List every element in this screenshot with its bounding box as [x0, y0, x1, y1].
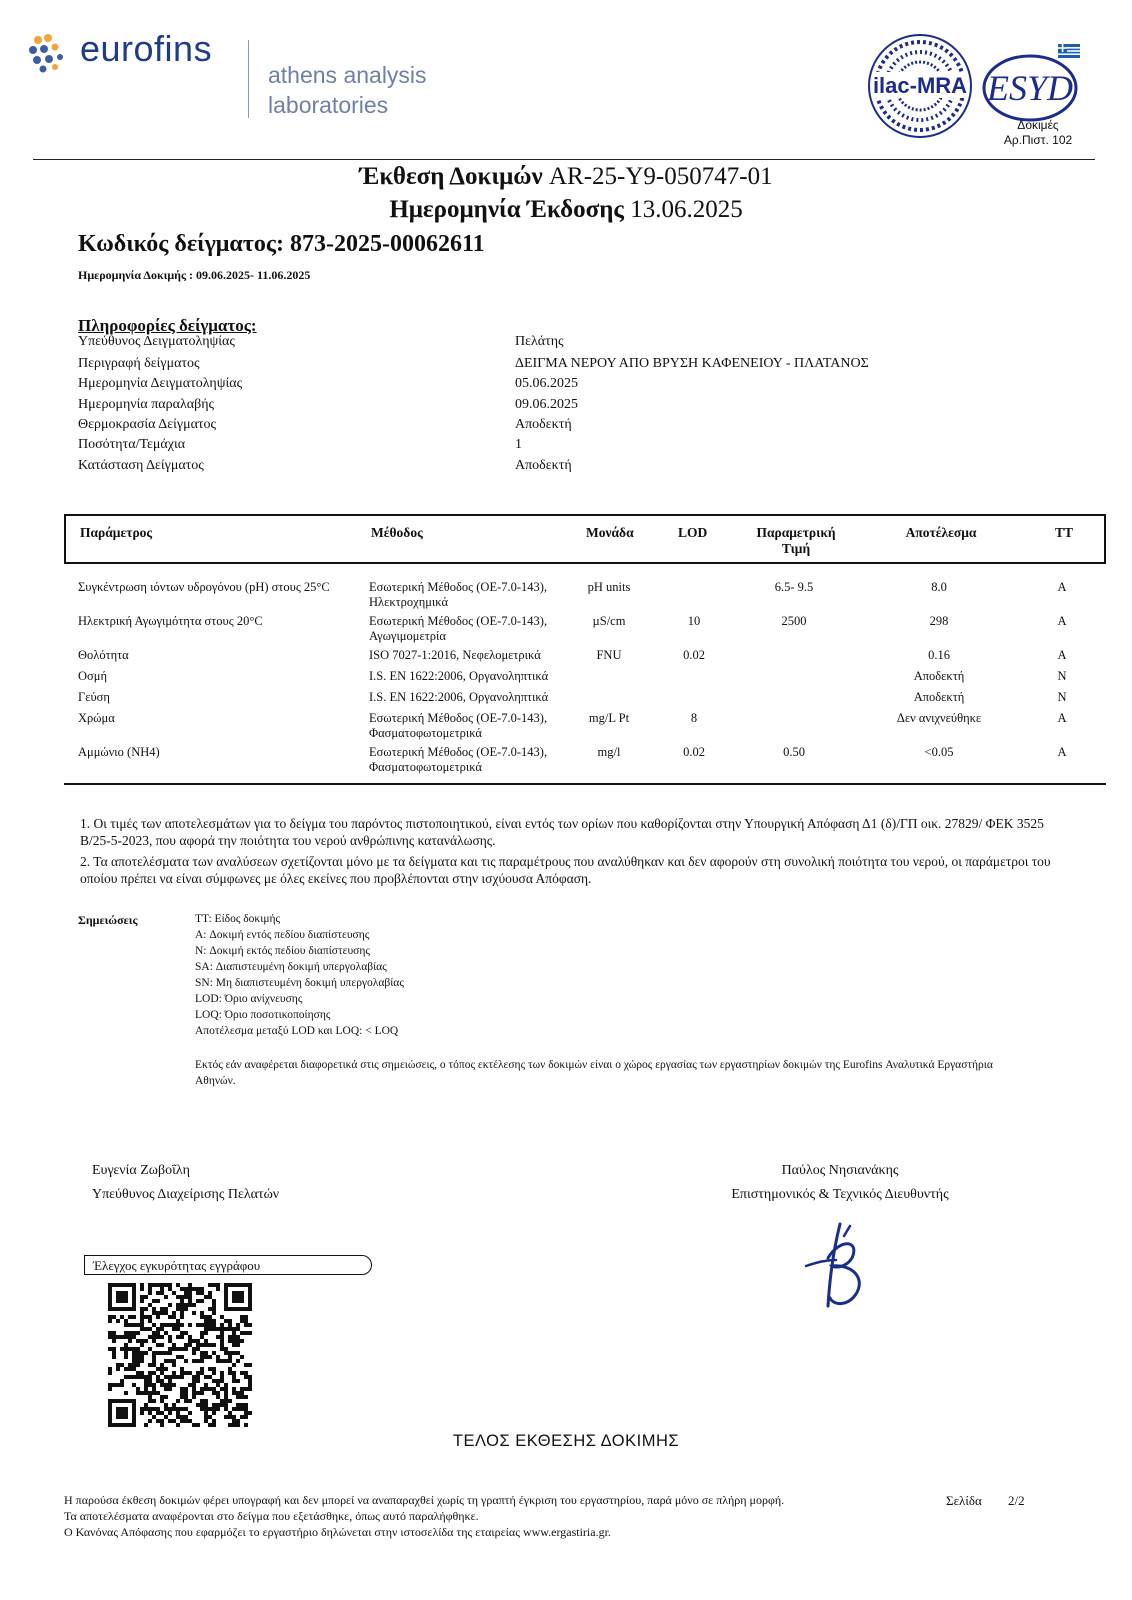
col-header-result: Αποτέλεσμα [905, 525, 977, 540]
col-header-unit: Μονάδα [586, 525, 634, 540]
svg-text:ilac-MRA: ilac-MRA [872, 73, 968, 98]
col-header-parametric-value-line2: Τιμή [781, 541, 811, 556]
issue-date-label: Ημερομηνία Έκδοσης [389, 196, 624, 223]
sample-info-label: Κατάσταση Δείγματος [78, 458, 204, 473]
eurofins-logo-text: eurofins [80, 28, 213, 69]
cell-method-line2: Φασματοφωτομετρικά [369, 726, 482, 740]
test-date: Ημερομηνία Δοκιμής : 09.06.2025- 11.06.2025 [78, 268, 311, 282]
cell-tt: A [1057, 648, 1067, 662]
note-line: A: Δοκιμή εντός πεδίου διαπίστευσης [195, 929, 370, 941]
cell-result: Δεν ανιχνεύθηκε [896, 711, 982, 725]
cell-lod: 0.02 [683, 648, 705, 662]
col-header-parametric-value-line1: Παραμετρική [756, 525, 836, 540]
sample-info-value: ΔΕΙΓΜΑ ΝΕΡΟΥ ΑΠΟ ΒΡΥΣΗ ΚΑΦΕΝΕΙΟΥ - ΠΛΑΤΑΝΟΣ [515, 356, 869, 371]
cell-unit: µS/cm [592, 614, 626, 628]
sample-code: Κωδικός δείγματος: 873-2025-00062611 [78, 231, 485, 257]
header-rule [33, 159, 1095, 160]
left-signatory-role: Υπεύθυνος Διαχείρισης Πελατών [92, 1187, 280, 1202]
cell-unit: pH units [587, 580, 631, 594]
cell-lod: 8 [690, 711, 698, 725]
logo-divider [248, 40, 249, 118]
cell-method-line1: Εσωτερική Μέθοδος (ΟΕ-7.0-143), [369, 580, 548, 594]
cell-method-line1: I.S. EN 1622:2006, Οργανοληπτικά [369, 669, 549, 683]
report-title-label: Έκθεση Δοκιμών [359, 163, 543, 190]
footer-line-1: Η παρούσα έκθεση δοκιμών φέρει υπογραφή και δεν μπορεί να αναπαραχθεί χωρίς τη γραπτή έγκριση του εργαστηρίου, παρά μόνο σε πλήρη μορφή. [64, 1493, 785, 1507]
cell-result: 0.16 [928, 648, 950, 662]
results-table-header [64, 514, 1106, 564]
footer-line-3: Ο Κανόνας Απόφασης που εφαρμόζει το εργαστήριο δηλώνεται στην ιστοσελίδα της εταιρείας www.ergastiria.gr. [64, 1525, 611, 1539]
sample-info-value: Αποδεκτή [515, 417, 572, 432]
page-number: 2/2 [1008, 1493, 1025, 1508]
sample-info-value: Πελάτης [515, 334, 564, 349]
cell-method [369, 580, 547, 610]
cell-method [369, 669, 548, 684]
cell-unit: FNU [596, 648, 622, 662]
esyd-caption-line1: Δοκιμές [1017, 118, 1059, 132]
cell-parametric-value: 6.5- 9.5 [774, 580, 814, 594]
col-header-tt: TT [1054, 525, 1073, 540]
cell-result: Αποδεκτή [913, 669, 965, 683]
results-table-bottom-rule [64, 783, 1106, 785]
cell-method-line1: I.S. EN 1622:2006, Οργανοληπτικά [369, 690, 549, 704]
cell-parametric-value: 0.50 [783, 745, 805, 759]
cell-unit: mg/L Pt [588, 711, 630, 725]
handwritten-signature-icon [800, 1218, 880, 1318]
note-line: SA: Διαπιστευμένη δοκιμή υπεργολαβίας [195, 961, 387, 973]
cell-method-line1: Εσωτερική Μέθοδος (ΟΕ-7.0-143), [369, 745, 548, 759]
cell-result: Αποδεκτή [913, 690, 965, 704]
cell-method [369, 690, 548, 705]
note-line: N: Δοκιμή εκτός πεδίου διαπίστευσης [195, 945, 370, 957]
note-line: Αποτέλεσμα μεταξύ LOD και LOQ: < LOQ [195, 1025, 399, 1037]
footer-line-2: Τα αποτελέσματα αναφέρονται στο δείγμα που εξετάσθηκε, όπως αυτό παραλήφθηκε. [64, 1509, 479, 1523]
left-signatory-name: Ευγενία Ζωβοΐλη [92, 1163, 190, 1178]
cell-parameter: Οσμή [78, 669, 108, 683]
cell-method [369, 711, 547, 741]
lab-name-line1: athens analysis [268, 62, 427, 88]
right-signatory-role: Επιστημονικός & Τεχνικός Διευθυντής [731, 1187, 949, 1202]
sample-info-value: 1 [515, 437, 522, 452]
cell-tt: N [1057, 669, 1067, 683]
cell-method-line1: Εσωτερική Μέθοδος (ΟΕ-7.0-143), [369, 711, 548, 725]
note-line: LOQ: Όριο ποσοτικοποίησης [195, 1009, 331, 1021]
cell-parameter: Γεύση [78, 690, 110, 704]
note-line: LOD: Όριο ανίχνευσης [195, 993, 303, 1005]
cell-method-line2: Φασματοφωτομετρικά [369, 760, 482, 774]
sample-info-label: Υπεύθυνος Δειγματοληψίας [78, 334, 235, 349]
cell-parameter: Θολότητα [78, 648, 129, 662]
end-of-report: ΤΕΛΟΣ ΕΚΘΕΣΗΣ ΔΟΚΙΜΗΣ [452, 1432, 680, 1450]
footnote-1: 1. Οι τιμές των αποτελεσμάτων για το δείγμα του παρόντος πιστοποιητικού, είναι εντός των ορίων που καθορίζονται στην Υπουργική Απόφαση Δ1 (δ)/ΓΠ οικ. 27829/ ΦΕΚ 3525 Β/25-5-2023, που αφορά την ποιότητα του νερού ανθρώπινης κατανάλωσης. [80, 816, 1044, 848]
svg-text:ESYD: ESYD [986, 68, 1074, 108]
sample-info-label: Θερμοκρασία Δείγματος [78, 417, 217, 432]
lab-name-line2: laboratories [268, 92, 389, 118]
document-validity-label: Έλεγχος εγκυρότητας εγγράφου [84, 1255, 372, 1275]
notes-label: Σημειώσεις [78, 913, 138, 927]
esyd-caption-line2: Αρ.Πιστ. 102 [1003, 133, 1073, 147]
cell-method [369, 648, 541, 663]
sample-info-value: 09.06.2025 [515, 397, 578, 412]
cell-result: 298 [929, 614, 949, 628]
footnote-2: 2. Τα αποτελέσματα των αναλύσεων σχετίζονται μόνο με τα δείγματα και τις παραμέτρους που αναλύθηκαν και δεν αφορούν στη συνολική ποιότητα του νερού, οι παράμετροι του οποίου πρέπει να είναι σύμφωνες με όλες εκείνες που προβλέπονται στην ισχύουσα Απόφαση. [80, 854, 1051, 886]
sample-info-label: Περιγραφή δείγματος [78, 356, 200, 371]
cell-unit: mg/l [597, 745, 621, 759]
ilac-mra-logo-icon [866, 32, 974, 140]
cell-tt: N [1057, 690, 1067, 704]
cell-parameter: Ηλεκτρική Αγωγιμότητα στους 20°C [78, 614, 263, 628]
cell-lod: 0.02 [683, 745, 705, 759]
col-header-lod: LOD [678, 525, 708, 540]
greek-flag-icon [1058, 44, 1080, 58]
sample-info-label: Ημερομηνία Δειγματοληψίας [78, 376, 243, 391]
cell-lod: 10 [687, 614, 701, 628]
col-header-parameter: Παράμετρος [80, 525, 153, 540]
cell-tt: A [1057, 711, 1067, 725]
sample-info-label: Ημερομηνία παραλαβής [78, 397, 215, 412]
sample-info-value: Αποδεκτή [515, 458, 572, 473]
cell-method-line1: Εσωτερική Μέθοδος (ΟΕ-7.0-143), [369, 614, 548, 628]
cell-tt: A [1057, 745, 1067, 759]
cell-tt: A [1057, 580, 1067, 594]
cell-parameter: Αμμώνιο (NH4) [78, 745, 160, 759]
right-signatory-name: Παύλος Νησιανάκης [781, 1163, 899, 1178]
sample-info-label: Ποσότητα/Τεμάχια [78, 437, 186, 452]
results-table-body [64, 580, 1106, 780]
cell-parameter: Συγκέντρωση ιόντων υδρογόνου (pH) στους 25°C [78, 580, 330, 594]
cell-parametric-value: 2500 [781, 614, 807, 628]
cell-tt: A [1057, 614, 1067, 628]
report-title [0, 163, 1132, 191]
issue-date [0, 196, 1132, 224]
report-number: AR-25-Y9-050747-01 [548, 163, 773, 190]
cell-method-line1: ISO 7027-1:2016, Νεφελομετρικά [369, 648, 541, 662]
col-header-method: Μέθοδος [371, 525, 423, 540]
qr-code-icon[interactable] [108, 1283, 252, 1427]
cell-result: 8.0 [931, 580, 947, 594]
issue-date-value: 13.06.2025 [630, 196, 743, 223]
page-label: Σελίδα [946, 1493, 982, 1508]
cell-method [369, 614, 547, 644]
test-location-note: Εκτός εάν αναφέρεται διαφορετικά στις σημειώσεις, ο τόπος εκτέλεσης των δοκιμών είναι ο χώρος εργασίας των εργαστηρίων δοκιμών της Eurofins Αναλυτικά Εργαστήρια Αθηνών. [195, 1059, 993, 1087]
cell-parameter: Χρώμα [78, 711, 115, 725]
eurofins-logo-mark-icon [28, 34, 72, 74]
cell-method-line2: Ηλεκτροχημικά [369, 595, 449, 609]
note-line: SN: Μη διαπιστευμένη δοκιμή υπεργολαβίας [195, 977, 404, 989]
esyd-logo-icon [980, 42, 1084, 122]
sample-info-value: 05.06.2025 [515, 376, 578, 391]
col-header-parametric-value [716, 525, 876, 557]
cell-method [369, 745, 547, 775]
sample-info-heading: Πληροφορίες δείγματος: [78, 316, 257, 335]
cell-method-line2: Αγωγιμομετρία [369, 629, 446, 643]
cell-result: <0.05 [924, 745, 954, 759]
note-line: TT: Είδος δοκιμής [195, 913, 281, 925]
